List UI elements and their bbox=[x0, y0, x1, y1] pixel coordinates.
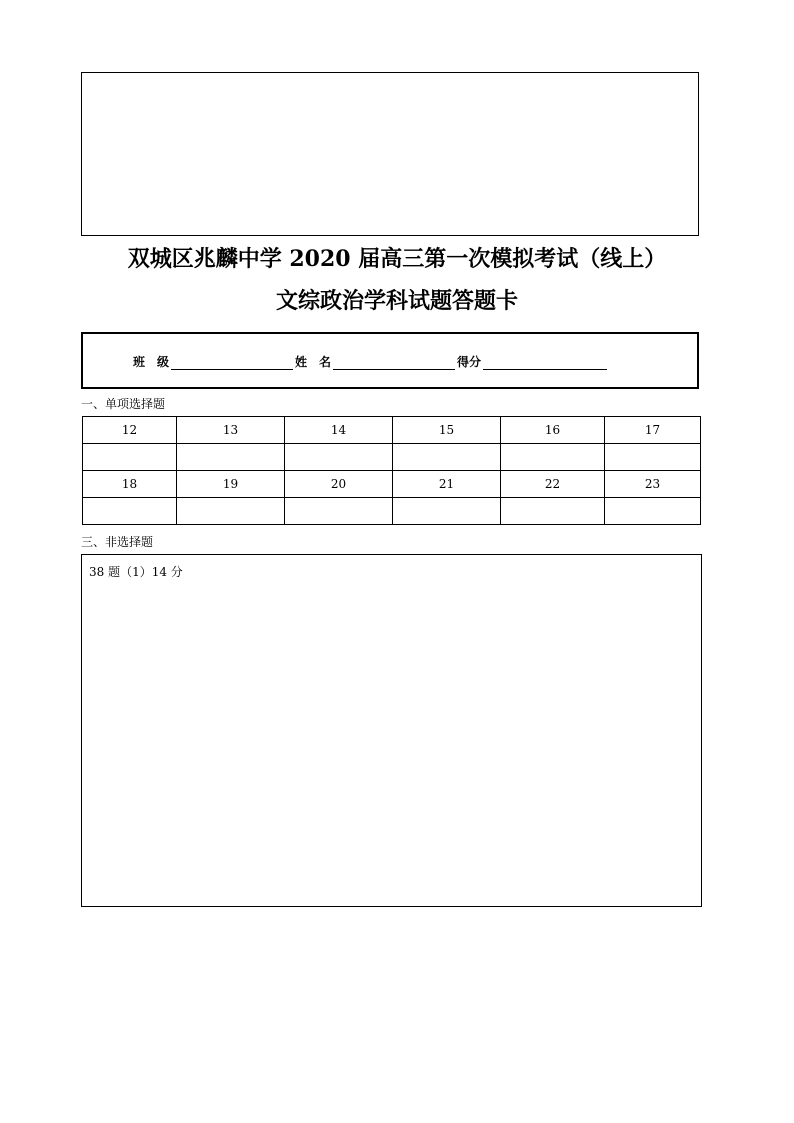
answer-table bbox=[82, 416, 701, 525]
class-label: 班 级 bbox=[133, 355, 170, 369]
name-label: 姓 名 bbox=[295, 355, 332, 369]
answer-cell[interactable] bbox=[605, 444, 701, 471]
question-number: 21 bbox=[393, 471, 501, 498]
name-field[interactable] bbox=[333, 356, 455, 370]
score-label: 得分 bbox=[457, 355, 482, 369]
question-number: 20 bbox=[285, 471, 393, 498]
essay-answer-box[interactable] bbox=[81, 554, 702, 907]
class-field[interactable] bbox=[171, 356, 293, 370]
question-number: 18 bbox=[83, 471, 177, 498]
answer-cell[interactable] bbox=[605, 498, 701, 525]
section-single-choice: 一、单项选择题 bbox=[81, 397, 166, 411]
question-number: 17 bbox=[605, 417, 701, 444]
table-row bbox=[83, 498, 701, 525]
answer-cell[interactable] bbox=[177, 498, 285, 525]
top-blank-box bbox=[81, 72, 699, 236]
answer-cell[interactable] bbox=[501, 444, 605, 471]
answer-cell[interactable] bbox=[393, 498, 501, 525]
question-number: 14 bbox=[285, 417, 393, 444]
answer-cell[interactable] bbox=[177, 444, 285, 471]
question-number: 16 bbox=[501, 417, 605, 444]
page-subtitle: 文综政治学科试题答题卡 bbox=[275, 288, 518, 314]
question-number: 15 bbox=[393, 417, 501, 444]
table-row bbox=[83, 417, 701, 444]
answer-cell[interactable] bbox=[393, 444, 501, 471]
score-field[interactable] bbox=[483, 356, 607, 370]
table-row bbox=[83, 444, 701, 471]
answer-cell[interactable] bbox=[83, 498, 177, 525]
question-number: 19 bbox=[177, 471, 285, 498]
answer-cell[interactable] bbox=[285, 444, 393, 471]
answer-cell[interactable] bbox=[501, 498, 605, 525]
student-info-row bbox=[133, 353, 609, 370]
table-row bbox=[83, 471, 701, 498]
answer-cell[interactable] bbox=[83, 444, 177, 471]
page-title: 双城区兆麟中学 2020 届高三第一次模拟考试（线上） bbox=[127, 246, 667, 272]
student-info-box bbox=[81, 332, 699, 389]
essay-question-label: 38 题（1）14 分 bbox=[89, 565, 183, 579]
question-number: 12 bbox=[83, 417, 177, 444]
question-number: 23 bbox=[605, 471, 701, 498]
section-non-choice: 三、非选择题 bbox=[81, 535, 154, 549]
answer-cell[interactable] bbox=[285, 498, 393, 525]
question-number: 22 bbox=[501, 471, 605, 498]
question-number: 13 bbox=[177, 417, 285, 444]
